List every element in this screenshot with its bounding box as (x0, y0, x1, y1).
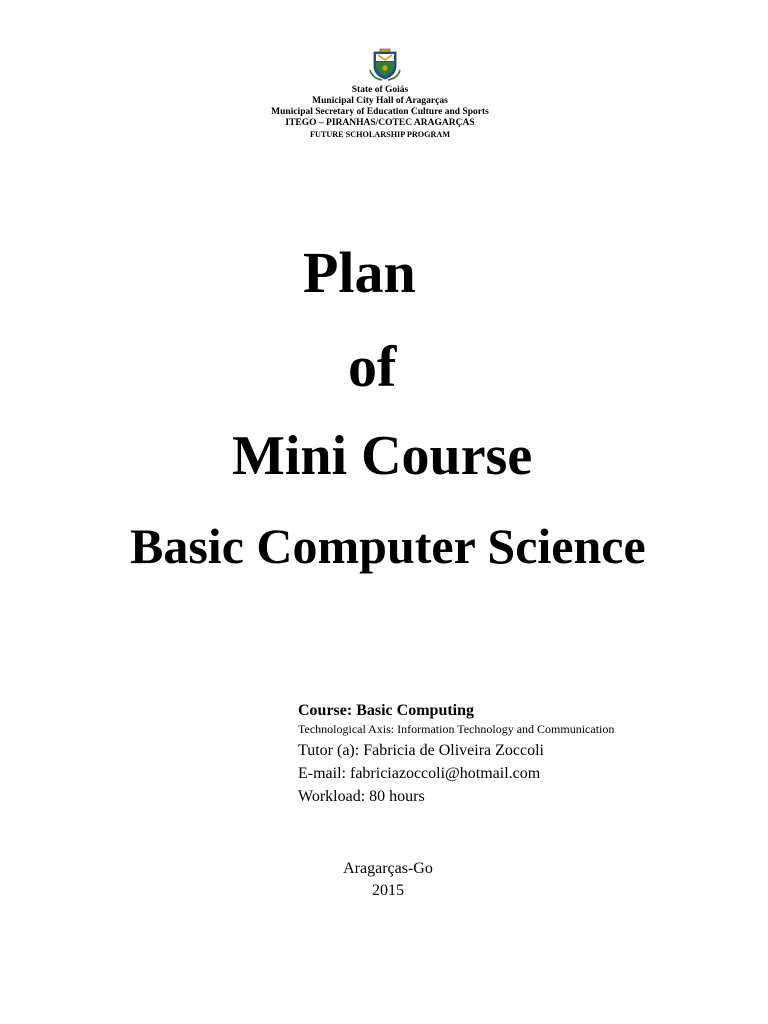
footer-year: 2015 (372, 882, 404, 899)
header-city-hall: Municipal City Hall of Aragarças (312, 96, 448, 106)
title-plan: Plan (303, 240, 416, 305)
tutor-name: Tutor (a): Fabricia de Oliveira Zoccoli (298, 742, 544, 759)
course-info (298, 701, 738, 808)
footer-place: Aragarças-Go (343, 860, 433, 877)
header-state: State of Goiás (351, 85, 409, 95)
place-and-date (300, 858, 476, 902)
title-basic-computer-science: Basic Computer Science (130, 518, 646, 574)
title-of: of (348, 334, 397, 399)
technological-axis: Technological Axis: Information Technology and Communication (298, 722, 615, 736)
email-address: E-mail: fabriciazoccoli@hotmail.com (298, 765, 541, 782)
municipal-crest-icon (368, 48, 402, 82)
header-secretary: Municipal Secretary of Education Culture and Sports (271, 107, 489, 117)
course-name: Course: Basic Computing (298, 702, 475, 719)
header-itego: ITEGO – PIRANHAS/COTEC ARAGARÇAS (285, 118, 475, 128)
header-program: FUTURE SCHOLARSHIP PROGRAM (309, 130, 451, 139)
title-mini-course: Mini Course (232, 425, 533, 487)
institution-header (250, 85, 510, 140)
workload: Workload: 80 hours (298, 788, 425, 805)
